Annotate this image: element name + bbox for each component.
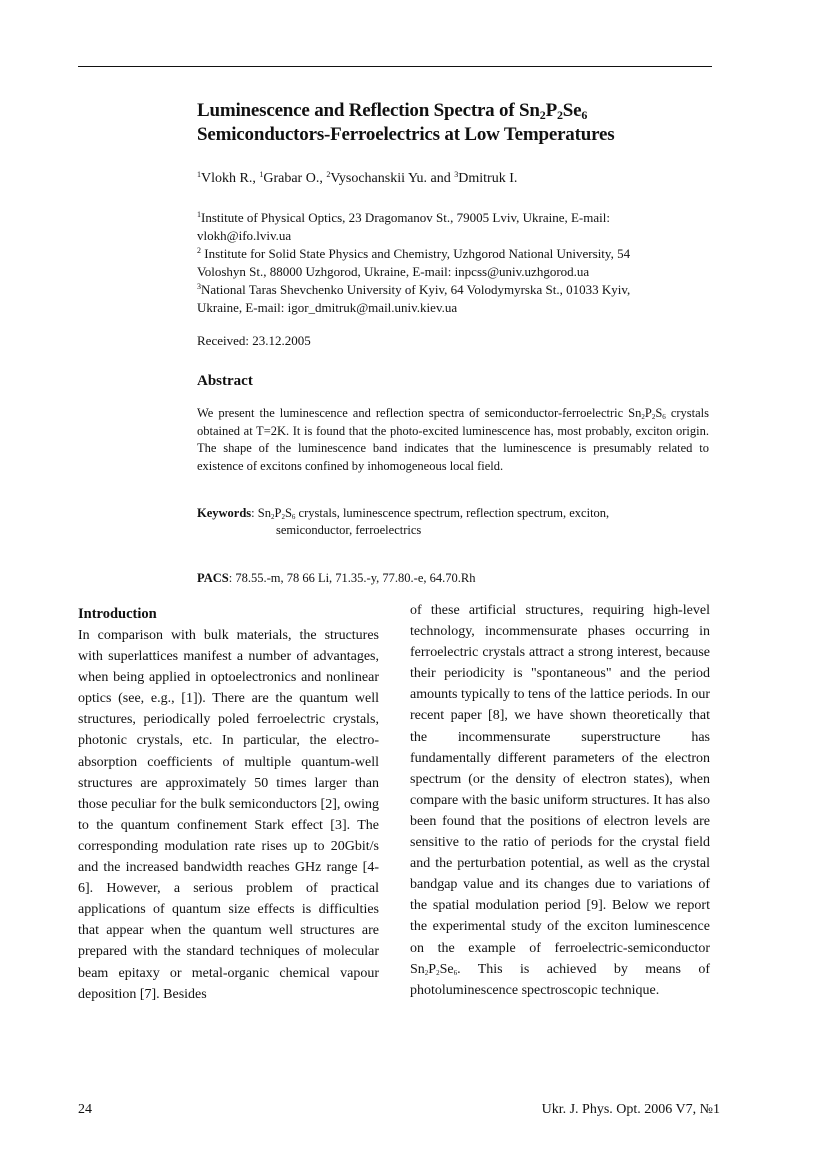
affil-mark: 3 (197, 282, 201, 291)
body-column-left (78, 604, 379, 1005)
author-name: Dmitruk I. (458, 171, 518, 186)
pacs-label: PACS (197, 571, 229, 585)
affil-text: Institute for Solid State Physics and Chemistry, Uzhgorod National University, 54 Voloshyn St., 88000 Uzhgorod, Ukraine, E-mail: inpcss@univ.uzhgorod.ua (197, 246, 631, 279)
formula-subscript: 2 (270, 513, 275, 521)
header-rule (78, 66, 712, 67)
author-name: Grabar O., (263, 171, 323, 186)
page-number: 24 (78, 1102, 92, 1117)
affil-text: National Taras Shevchenko University of Kyiv, 64 Volodymyrska St., 01033 Kyiv, Ukraine, E-mail: igor_dmitruk@mail.univ.kiev.ua (197, 282, 631, 315)
affiliation (197, 209, 667, 245)
formula-subscript: 2 (436, 968, 440, 977)
body-text: of these artificial structures, requiring high-level technology, incommensurate phases occurring in ferroelectric crystals attract a strong interest, because their periodicity is "spontaneous" and the period amounts typically to tens of the lattice periods. In our recent paper [8], we have shown theoretically that the incommensurate superstructure has fundamentally different parameters of the electron spectrum (or the density of electron states), when compare with the basic uniform structures. It has also been found that the positions of electron levels are sensitive to the ratio of periods for the crystal field and the perturbation potential, as well as the crystal bandgap value and its changes due to variations of the spatial modulation period [9]. Below we report the experimental study of the exciton luminescence on the example of ferroelectric-semiconductor Sn (410, 603, 710, 977)
keywords-label: Keywords (197, 506, 252, 520)
affiliations (197, 209, 667, 317)
body-paragraph: In comparison with bulk materials, the structures with superlattices manifest a number of advantages, when being applied in optoelectronics and nonlinear optics (see, e.g., [1]). There are the quantum well structures, periodically poled ferroelectric crystals, photonic crystals, etc. In particular, the electro-absorption coefficients of multiple quantum-well structures are approximately 50 times larger than those peculiar for the bulk semiconductors [2], owing to the quantum confinement Stark effect [3]. The corresponding modulation rate rises up to 20Gbit/s and the increased bandwidth reaches GHz range [4-6]. However, a serious problem of practical applications of quantum size effects is difficulties that appear when the quantum well structures are prepared with the standard techniques of molecular beam epitaxy or metal-organic chemical vapour deposition [7]. Besides (78, 628, 379, 1002)
affiliation (197, 245, 667, 281)
keywords (197, 505, 709, 539)
affiliation (197, 281, 667, 317)
author-conjunction: and (430, 171, 451, 186)
keywords-part: Sn (254, 506, 271, 520)
keywords-continuation: semiconductor, ferroelectrics (276, 523, 422, 537)
author-affil-mark: 1 (259, 170, 264, 179)
formula-subscript: 2 (281, 513, 285, 521)
author-affil-mark: 1 (197, 170, 201, 179)
body-text: . This is achieved by means of photoluminescence spectroscopic technique. (410, 961, 710, 998)
abstract-text (197, 405, 709, 475)
affil-mark: 2 (197, 246, 201, 255)
received-date: Received: 23.12.2005 (197, 333, 311, 348)
title-subscript: 2 (556, 108, 563, 122)
author-affil-mark: 2 (326, 170, 331, 179)
keywords-colon: : (251, 506, 255, 520)
author-affil-mark: 3 (454, 170, 459, 179)
body-text: Se (439, 961, 454, 977)
formula-subscript: 6 (291, 513, 296, 521)
abstract-part: crystals obtained at T=2K. It is found that the photo-excited luminescence has, most probably, exciton origin. The shape of the luminescence band indicates that the luminescence is presumably related to existence of excitons confined by inhomogeneous local field. (197, 406, 709, 473)
abstract-part: We present the luminescence and reflection spectra of semiconductor-ferroelectric Sn (197, 406, 642, 420)
keywords-part: S (284, 506, 292, 520)
author-list (197, 170, 717, 188)
title-subscript: 6 (581, 108, 588, 122)
paper-title (197, 99, 717, 147)
abstract-part: P (644, 406, 652, 420)
title-text: Se (562, 100, 582, 121)
formula-subscript: 6 (662, 413, 666, 421)
abstract-part: S (655, 406, 663, 420)
journal-reference: Ukr. J. Phys. Opt. 2006 V7, №1 (541, 1102, 720, 1117)
body-paragraph (410, 600, 710, 1001)
formula-subscript: 2 (641, 413, 645, 421)
keywords-part: P (274, 506, 282, 520)
affil-text: Institute of Physical Optics, 23 Dragomanov St., 79005 Lviv, Ukraine, E-mail: vlokh@ifo.lviv.ua (197, 210, 610, 243)
formula-subscript: 6 (453, 968, 458, 977)
title-text: Luminescence and Reflection Spectra of Sn (197, 100, 540, 121)
author-name: Vysochanskii Yu. (330, 171, 428, 186)
author-name: Vlokh R., (201, 171, 256, 186)
section-heading: Introduction (78, 606, 157, 622)
body-column-right (410, 600, 710, 1001)
title-subscript: 2 (539, 108, 546, 122)
formula-subscript: 2 (651, 413, 656, 421)
title-text: Semiconductors-Ferroelectrics at Low Temperatures (197, 124, 615, 145)
pacs-codes (197, 570, 475, 587)
pacs-text: : 78.55.-m, 78 66 Li, 71.35.-y, 77.80.-e, 64.70.Rh (228, 571, 476, 585)
keywords-part: crystals, luminescence spectrum, reflection spectrum, exciton, (295, 506, 610, 520)
abstract-heading: Abstract (197, 373, 253, 389)
body-text: P (428, 961, 437, 977)
formula-subscript: 2 (424, 968, 429, 977)
title-text: P (545, 100, 557, 121)
affil-mark: 1 (197, 210, 201, 219)
